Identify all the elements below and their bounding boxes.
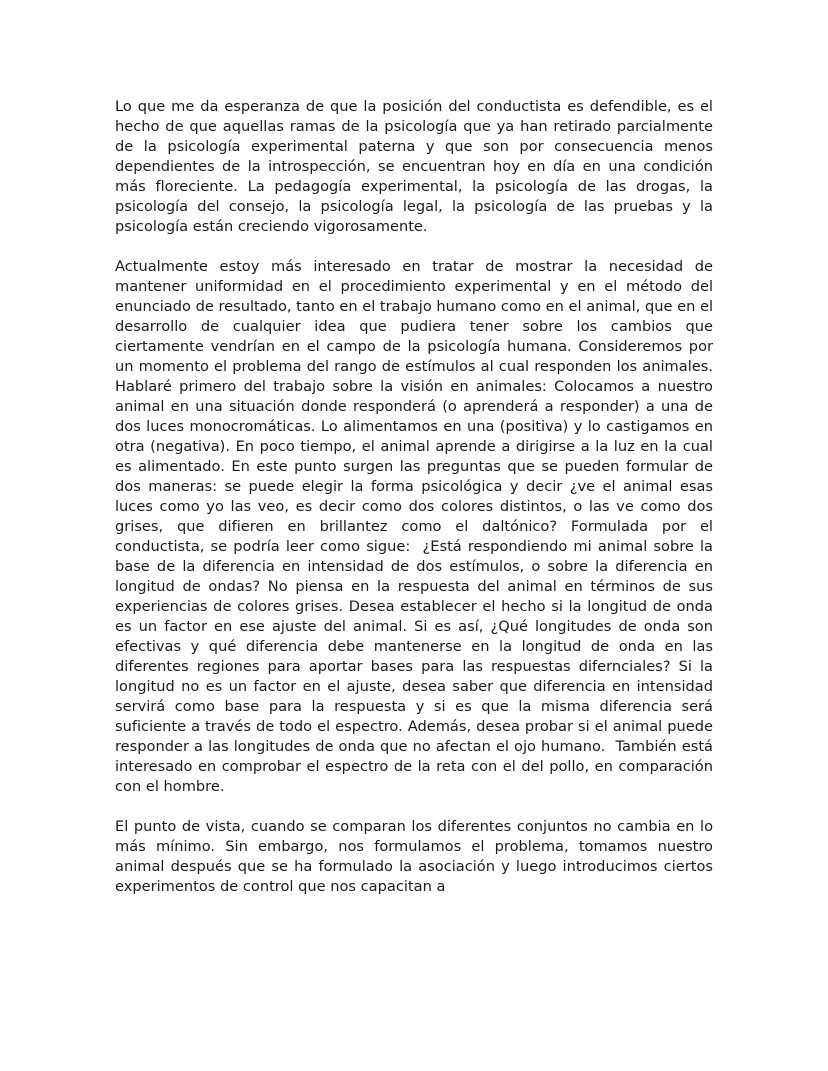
body-paragraph: Lo que me da esperanza de que la posición del conductista es defendible, es el hecho de que aquellas ramas de la psicología que ya han retirado parcialmente de la psicología experimental paterna y que son por consecuencia menos dependientes de la introspección, se encuentran hoy en día en una condición más floreciente. La pedagogía experimental, la psicología de las drogas, la psicología del consejo, la psicología legal, la psicología de las pruebas y la psicología están creciendo vigorosamente. [115, 98, 718, 235]
text-column [115, 97, 718, 897]
body-paragraph: Actualmente estoy más interesado en tratar de mostrar la necesidad de mantener uniformidad en el procedimiento experimental y en el método del enunciado de resultado, tanto en el trabajo humano como en el animal, que en el desarrollo de cualquier idea que pudiera tener sobre los cambios que ciertamente vendrían en el campo de la psicología humana. Consideremos por un momento el problema del rango de estímulos al cual responden los animales. Hablaré primero del trabajo sobre la visión en animales: Colocamos a nuestro animal en una situación donde responderá (o aprenderá a responder) a una de dos luces monocromáticas. Lo alimentamos en una (positiva) y lo castigamos en otra (negativa). En poco tiempo, el animal aprende a dirigirse a la luz en la cual es alimentado. En este punto surgen las preguntas que se pueden formular de dos maneras: se puede elegir la forma psicológica y decir ¿ve el animal esas luces como yo las veo, es decir como dos colores distintos, o las ve como dos grises, que difieren en brillantez como el daltónico? Formulada por el conductista, se podría leer como sigue: ¿Está respondiendo mi animal sobre la base de la diferencia en intensidad de dos estímulos, o sobre la diferencia en longitud de ondas? No piensa en la respuesta del animal en términos de sus experiencias de colores grises. Desea establecer el hecho si la longitud de onda es un factor en ese ajuste del animal. Si es así, ¿Qué longitudes de onda son efectivas y qué diferencia debe mantenerse en la longitud de onda en las diferentes regiones para aportar bases para las respuestas difernciales? Si la longitud no es un factor en el ajuste, desea saber que diferencia en intensidad servirá como base para la respuesta y si es que la misma diferencia será suficiente a través de todo el espectro. Además, desea probar si el animal puede responder a las longitudes de onda que no afectan el ojo humano. También está interesado en comprobar el espectro de la reta con el del pollo, en comparación con el hombre. [115, 258, 718, 795]
body-paragraph: El punto de vista, cuando se comparan los diferentes conjuntos no cambia en lo más mínimo. Sin embargo, nos formulamos el problema, tomamos nuestro animal después que se ha formulado la asociación y luego introducimos ciertos experimentos de control que nos capacitan a [115, 818, 718, 895]
